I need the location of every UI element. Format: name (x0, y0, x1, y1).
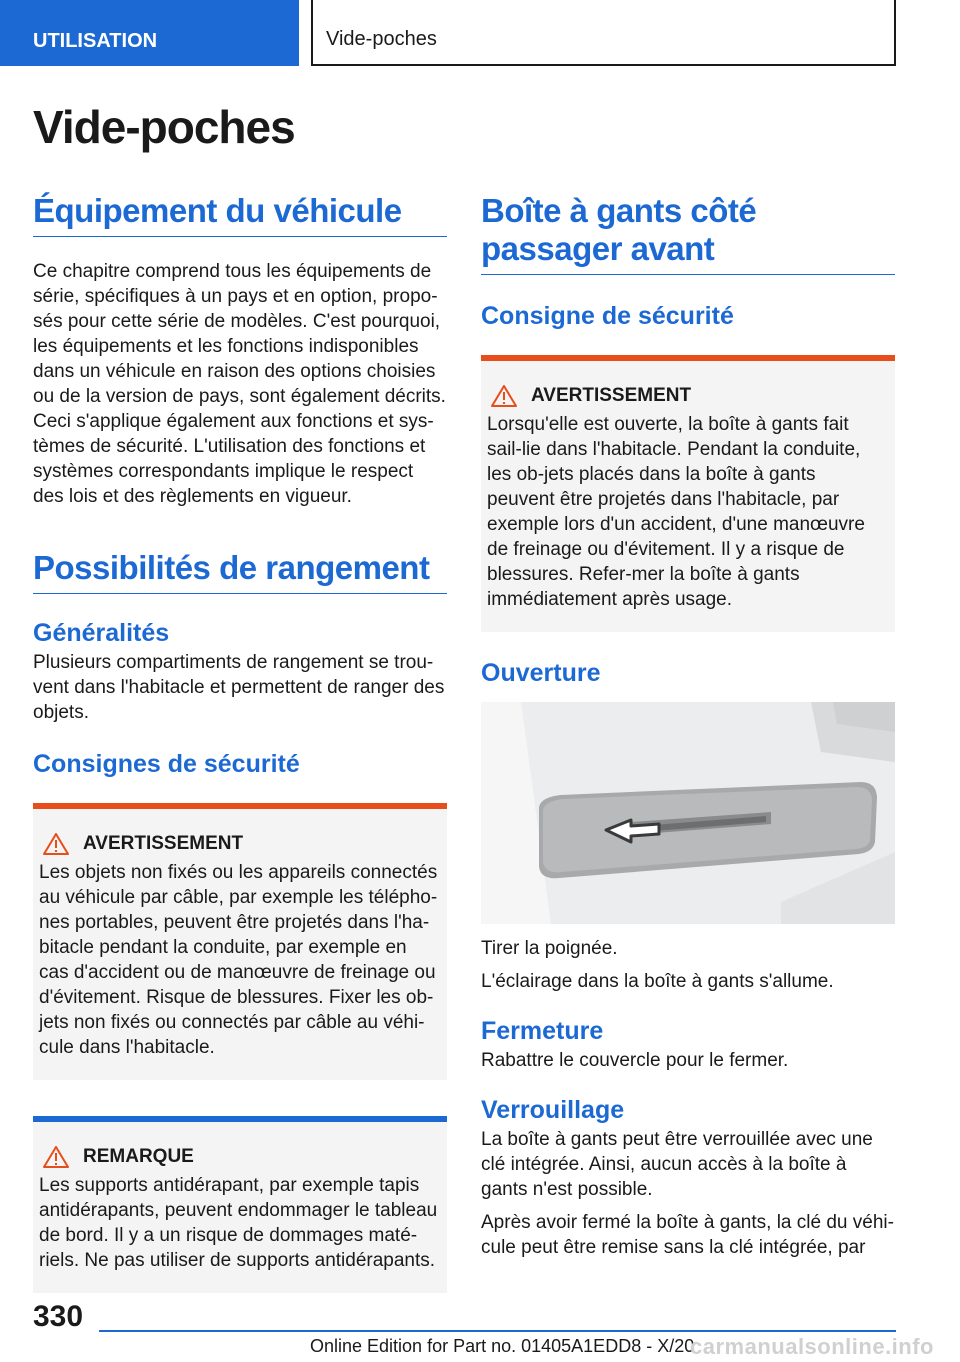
note-box (33, 1116, 447, 1293)
right-column (481, 192, 895, 1260)
glovebox-image (481, 702, 895, 924)
paragraph-closing: Rabattre le couvercle pour le fermer. (481, 1050, 789, 1071)
note-title (39, 1144, 439, 1169)
glovebox-illustration (481, 702, 895, 924)
page-header (0, 0, 960, 66)
heading-equipment: Équipement du véhicule (33, 192, 447, 237)
paragraph-locking-1: La boîte à gants peut être verrouillée avec une clé intégrée. Ainsi, aucun accès à la boîte à gants n'est possible. (481, 1129, 873, 1200)
note-title-text: REMARQUE (83, 1146, 194, 1167)
left-column (33, 192, 447, 1293)
heading-glovebox: Boîte à gants côté passager avant (481, 192, 895, 275)
warning-box-right (481, 355, 895, 632)
warning-title-text: AVERTISSEMENT (83, 833, 244, 854)
warning-text-right: Lorsqu'elle est ouverte, la boîte à gants fait sail-lie dans l'habitacle. Pendant la conduite, les ob-jets placés dans la boîte à gants peuvent être projetés dans l'habitacle, par exemple lors d'un accident, d'une manœuvre de freinage ou d'évitement. Il y a risque de blessures. Refer-mer la boîte à gants immédiatement après usage. (487, 414, 865, 610)
warning-title-text-right: AVERTISSEMENT (531, 385, 692, 406)
page-title: Vide-poches (33, 101, 295, 153)
heading-opening: Ouverture (481, 659, 601, 687)
footer-edition: Online Edition for Part no. 01405A1EDD8 - X/20 (310, 1336, 695, 1356)
note-text: Les supports antidérapant, par exemple tapis antidérapants, peuvent endommager le tableau de bord. Il y a un risque de dommages maté-riels. Ne pas utiliser de supports antidérapants. (39, 1175, 438, 1271)
heading-safety-right: Consigne de sécurité (481, 302, 734, 330)
warning-text: Les objets non fixés ou les appareils connectés au véhicule par câble, par exemple les télépho-nes portables, peuvent être projetés dans l'ha-bitacle pendant la conduite, par exemple en cas d'accident ou de manœuvre de freinage ou d'évitement. Risque de blessures. Fixer les ob-jets non fixés ou connectés par câble au véhi-cule dans l'habitacle. (39, 862, 438, 1058)
warning-box (33, 803, 447, 1080)
warning-title (39, 831, 439, 856)
warning-title-right (487, 383, 887, 408)
section-tab: UTILISATION (0, 0, 299, 66)
page-number: 330 (33, 1300, 84, 1333)
paragraph-general: Plusieurs compartiments de rangement se trou-vent dans l'habitacle et permettent de ranger des objets. (33, 652, 445, 723)
topic-tab: Vide-poches (311, 0, 896, 66)
footer-divider (99, 1330, 896, 1332)
heading-locking: Verrouillage (481, 1096, 625, 1124)
warning-triangle-icon (491, 385, 517, 407)
paragraph-light: L'éclairage dans la boîte à gants s'allume. (481, 971, 834, 992)
heading-closing: Fermeture (481, 1017, 604, 1045)
watermark: carmanualsonline.info (690, 1334, 934, 1359)
heading-storage: Possibilités de rangement (33, 549, 447, 594)
paragraph-locking-2: Après avoir fermé la boîte à gants, la clé du véhi-cule peut être remise sans la clé intégrée, par (481, 1212, 894, 1258)
heading-general: Généralités (33, 619, 170, 647)
heading-safety: Consignes de sécurité (33, 750, 300, 778)
paragraph-pull: Tirer la poignée. (481, 938, 618, 959)
warning-triangle-icon (43, 1146, 69, 1168)
paragraph-equipment: Ce chapitre comprend tous les équipements de série, spécifiques à un pays et en option, propo-sés pour cette série de modèles. C'est pourquoi, les équipements et les fonctions indisponibles dans un véhicule en raison des options choisies ou de la version de pays, sont également décrits. Ceci s'applique également aux fonctions et sys-tèmes de sécurité. L'utilisation des fonctions et systèmes correspondants implique le respect des lois et des règlements en vigueur. (33, 261, 446, 507)
warning-triangle-icon (43, 833, 69, 855)
